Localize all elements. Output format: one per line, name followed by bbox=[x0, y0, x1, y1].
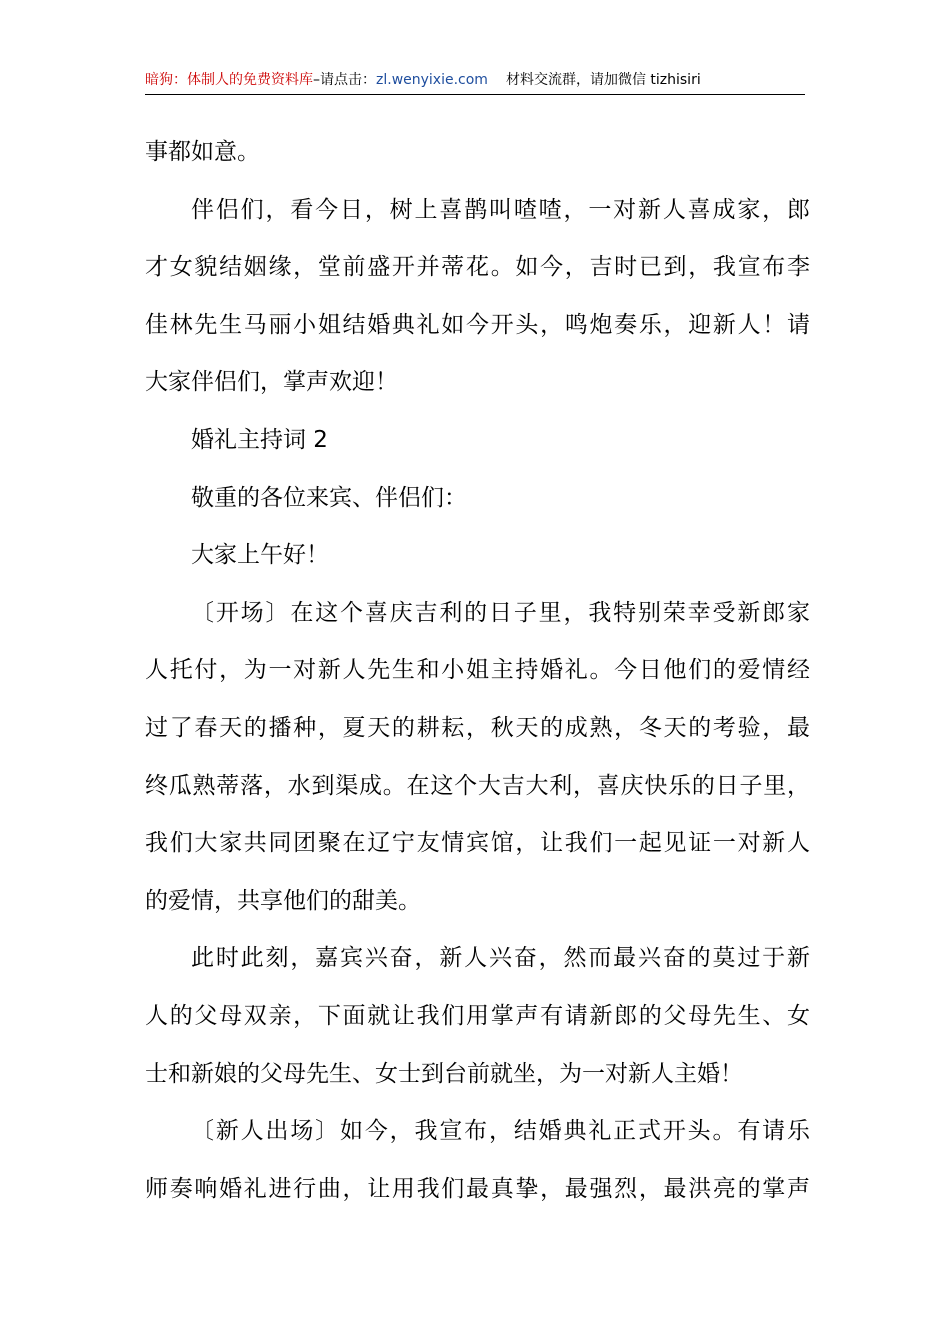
text-line: 〔开场〕在这个喜庆吉利的日子里，我特别荣幸受新郎家 bbox=[191, 599, 810, 626]
header-note-text: 材料交流群，请加微信 tizhisiri bbox=[505, 72, 701, 88]
text-line: 师奏响婚礼进行曲，让用我们最真挚，最强烈，最洪亮的掌声 bbox=[145, 1175, 810, 1202]
text-line: 大家伴侣们，掌声欢迎！ bbox=[145, 369, 398, 396]
text-line: 此时此刻，嘉宾兴奋，新人兴奋，然而最兴奋的莫过于新 bbox=[191, 945, 810, 972]
text-line: 敬重的各位来宾、伴侣们： bbox=[191, 484, 467, 511]
text-line: 才女貌结姻缘，堂前盛开并蒂花。如今，吉时已到，我宣布李 bbox=[145, 254, 810, 281]
document-body bbox=[145, 124, 810, 1218]
text-line: 大家上午好！ bbox=[191, 542, 329, 569]
text-line: 佳林先生马丽小姐结婚典礼如今开头，鸣炮奏乐，迎新人！请 bbox=[145, 311, 810, 338]
text-line: 事都如意。 bbox=[145, 139, 260, 165]
text-line: 人的父母双亲，下面就让我们用掌声有请新郎的父母先生、女 bbox=[145, 1002, 810, 1029]
header-brand-text: 暗狗：体制人的免费资料库 bbox=[145, 72, 313, 88]
text-line: 的爱情，共享他们的甜美。 bbox=[145, 887, 421, 914]
text-line: 伴侣们，看今日，树上喜鹊叫喳喳，一对新人喜成家，郎 bbox=[191, 196, 810, 223]
text-line: 我们大家共同团聚在辽宁友情宾馆，让我们一起见证一对新人 bbox=[145, 830, 810, 857]
text-line: 过了春天的播种，夏天的耕耘，秋天的成熟，冬天的考验，最 bbox=[145, 714, 810, 741]
section-heading: 婚礼主持词 2 bbox=[191, 426, 328, 453]
page-header bbox=[145, 70, 805, 95]
text-line: 〔新人出场〕如今，我宣布，结婚典礼正式开头。有请乐 bbox=[191, 1118, 810, 1145]
text-line: 人托付，为一对新人先生和小姐主持婚礼。今日他们的爱情经 bbox=[145, 657, 810, 684]
header-link[interactable]: zl.wenyixie.com bbox=[376, 72, 488, 88]
header-prompt-text: –请点击： bbox=[313, 72, 376, 88]
text-line: 终瓜熟蒂落，水到渠成。在这个大吉大利，喜庆快乐的日子里， bbox=[145, 772, 810, 799]
text-line: 士和新娘的父母先生、女士到台前就坐，为一对新人主婚！ bbox=[145, 1060, 743, 1087]
